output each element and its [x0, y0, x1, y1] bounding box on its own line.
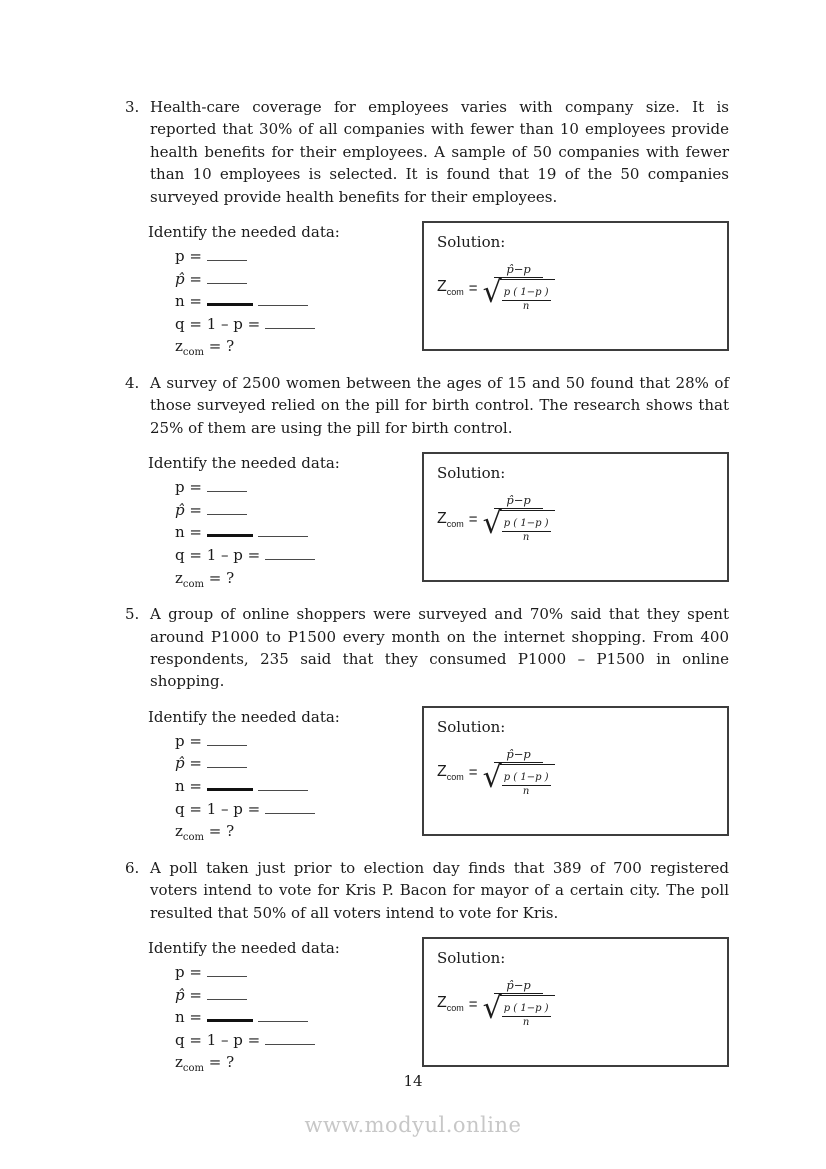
blank-line — [265, 549, 315, 560]
problem-6 — [125, 857, 729, 924]
zcom-base: z — [175, 568, 183, 587]
problem-text: Health-care coverage for employees varies with company size. It is reported that 30% of all companies with fewer than 10 employees provide health benefits for their employees. A sample of 50 companies with fewer than 10 employees is selected. It is found that 19 of the 50 companies surveyed provide health benefits for their employees. — [150, 98, 729, 206]
problem-number: 3. — [125, 98, 140, 116]
solution-label: Solution: — [437, 464, 506, 483]
identify-label: Identify the needed data: — [148, 454, 340, 473]
field-n-label: n = — [175, 1008, 202, 1027]
field-n — [175, 775, 422, 798]
blank-line — [207, 989, 247, 1000]
solution-label: Solution: — [437, 949, 506, 967]
identify-block — [148, 937, 422, 1074]
radicand-bottom: n — [522, 301, 530, 313]
field-p — [175, 245, 422, 268]
zcom-subscript: com — [182, 832, 205, 844]
formula-z: $Z_{com}$ — [437, 278, 464, 298]
problem-4 — [125, 372, 729, 439]
identify-label: Identify the needed data: — [148, 939, 340, 957]
field-q-label: q = 1 – p = — [175, 546, 261, 564]
work-area-3 — [148, 221, 729, 358]
solution-box — [422, 221, 729, 351]
problem-number: 5. — [125, 605, 140, 624]
zcom-subscript: com — [182, 578, 205, 590]
zcom-tail: = ? — [208, 1053, 235, 1072]
zcom-subscript: com — [182, 1063, 205, 1075]
field-p-hat — [175, 499, 422, 522]
formula-equals: = — [468, 995, 478, 1013]
identify-label: Identify the needed data: — [148, 223, 340, 242]
field-p — [175, 476, 422, 499]
radicand-bottom: n — [522, 785, 530, 797]
page-number: 14 — [403, 1072, 423, 1090]
watermark: www.modyul.online — [304, 1113, 522, 1137]
zcom-base: z — [175, 1053, 183, 1072]
blank-line-bold — [207, 526, 253, 537]
field-n — [175, 1006, 422, 1029]
field-q — [175, 1029, 422, 1052]
radicand — [500, 279, 555, 313]
zcom-tail: = ? — [208, 822, 235, 841]
identify-block — [148, 706, 422, 843]
formula-z: $Z_{com}$ — [437, 763, 464, 783]
blank-line — [258, 1011, 308, 1022]
field-p-hat-label: p̂ = — [175, 500, 202, 519]
field-zcom — [175, 567, 422, 590]
solution-box — [422, 706, 729, 836]
data-list — [175, 476, 422, 589]
radical-icon: √ — [482, 991, 502, 1026]
field-p-hat — [175, 268, 422, 291]
blank-line — [258, 526, 308, 537]
solution-label: Solution: — [437, 717, 506, 736]
formula-numerator: p̂−p — [494, 979, 542, 994]
solution-box — [422, 937, 729, 1067]
radicand-bottom: n — [522, 532, 530, 544]
formula-denominator — [482, 759, 555, 798]
z-formula — [437, 748, 714, 798]
field-q — [175, 798, 422, 821]
radicand-top: p ( 1−p ) — [502, 772, 551, 786]
formula-numerator: p̂−p — [494, 748, 542, 763]
formula-z: $Z_{com}$ — [437, 994, 464, 1014]
field-p-label: p = — [175, 731, 202, 750]
solution-label: Solution: — [437, 233, 506, 252]
work-area-4 — [148, 452, 729, 589]
identify-block — [148, 221, 422, 358]
formula-denominator — [482, 991, 555, 1029]
data-list — [175, 730, 422, 843]
blank-line — [258, 780, 308, 791]
problem-text: A survey of 2500 women between the ages of 15 and 50 found that 28% of those surveyed relied on the pill for birth control. The research shows that 25% of them are using the pill for birth control. — [150, 374, 729, 437]
field-zcom — [175, 335, 422, 358]
blank-line — [258, 295, 308, 306]
radicand — [500, 995, 555, 1029]
radicand — [500, 764, 555, 798]
blank-line — [207, 250, 247, 261]
radicand-top: p ( 1−p ) — [502, 287, 551, 301]
field-p-hat-label: p̂ = — [175, 985, 202, 1004]
formula-equals: = — [468, 764, 478, 782]
radicand-top: p ( 1−p ) — [502, 1003, 551, 1017]
radicand-bottom: n — [522, 1017, 530, 1028]
radicand-top: p ( 1−p ) — [502, 518, 551, 532]
field-p-label: p = — [175, 963, 202, 981]
identify-block — [148, 452, 422, 589]
formula-fraction — [483, 979, 555, 1029]
field-p-label: p = — [175, 247, 202, 266]
zcom-base: z — [175, 822, 183, 841]
blank-line — [207, 757, 247, 768]
radicand — [500, 510, 555, 544]
blank-line — [207, 481, 247, 492]
field-zcom — [175, 1051, 422, 1074]
field-q-label: q = 1 – p = — [175, 314, 261, 333]
field-n-label: n = — [175, 523, 202, 542]
field-q — [175, 544, 422, 567]
zcom-subscript: com — [182, 347, 205, 359]
z-formula — [437, 979, 714, 1029]
field-p-hat-label: p̂ = — [175, 269, 202, 288]
blank-line — [207, 504, 247, 515]
field-q-label: q = 1 – p = — [175, 799, 261, 818]
field-p — [175, 961, 422, 984]
problem-number: 6. — [125, 858, 140, 877]
blank-line — [265, 318, 315, 329]
field-p-hat — [175, 752, 422, 775]
z-formula — [437, 494, 714, 544]
field-p — [175, 730, 422, 753]
field-n — [175, 290, 422, 313]
formula-equals: = — [468, 279, 478, 297]
blank-line — [265, 1034, 315, 1045]
radical-icon: √ — [482, 275, 502, 311]
page-content — [125, 96, 729, 1088]
data-list — [175, 245, 422, 358]
formula-denominator — [482, 275, 555, 313]
zcom-base: z — [175, 337, 183, 356]
formula-equals: = — [468, 510, 478, 528]
problem-text: A group of online shoppers were surveyed and 70% said that they spent around P1000 to P1500 every month on the internet shopping. From 400 respondents, 235 said that they consumed P1000 – P1500 in online shopping. — [150, 605, 729, 691]
work-area-6 — [148, 937, 729, 1074]
field-p-hat — [175, 984, 422, 1007]
zcom-tail: = ? — [208, 568, 235, 587]
field-p-label: p = — [175, 478, 202, 497]
formula-z: $Z_{com}$ — [437, 509, 464, 529]
field-n — [175, 521, 422, 544]
formula-fraction — [483, 748, 555, 798]
field-zcom — [175, 820, 422, 843]
solution-box — [422, 452, 729, 582]
radical-icon: √ — [482, 506, 502, 542]
work-area-5 — [148, 706, 729, 843]
problem-5 — [125, 603, 729, 693]
blank-line-bold — [207, 295, 253, 306]
problem-3 — [125, 96, 729, 208]
formula-numerator: p̂−p — [494, 263, 542, 278]
field-p-hat-label: p̂ = — [175, 754, 202, 773]
zcom-tail: = ? — [208, 337, 235, 356]
blank-line — [207, 735, 247, 746]
z-formula — [437, 263, 714, 313]
problem-text: A poll taken just prior to election day finds that 389 of 700 registered voters intend to vote for Kris P. Bacon for mayor of a certain city. The poll resulted that 50% of all voters intend to vote for Kris. — [150, 858, 729, 922]
formula-fraction — [483, 494, 555, 544]
radical-icon: √ — [482, 759, 502, 795]
field-n-label: n = — [175, 777, 202, 795]
identify-label: Identify the needed data: — [148, 707, 340, 726]
field-q-label: q = 1 – p = — [175, 1030, 261, 1049]
blank-line-bold — [207, 1011, 253, 1022]
field-q — [175, 313, 422, 336]
blank-line-bold — [207, 780, 253, 791]
blank-line — [207, 966, 247, 977]
data-list — [175, 961, 422, 1074]
field-n-label: n = — [175, 292, 202, 311]
formula-fraction — [483, 263, 555, 313]
problem-number: 4. — [125, 374, 140, 392]
blank-line — [207, 273, 247, 284]
formula-numerator: p̂−p — [494, 494, 542, 509]
formula-denominator — [482, 506, 555, 544]
blank-line — [265, 803, 315, 814]
